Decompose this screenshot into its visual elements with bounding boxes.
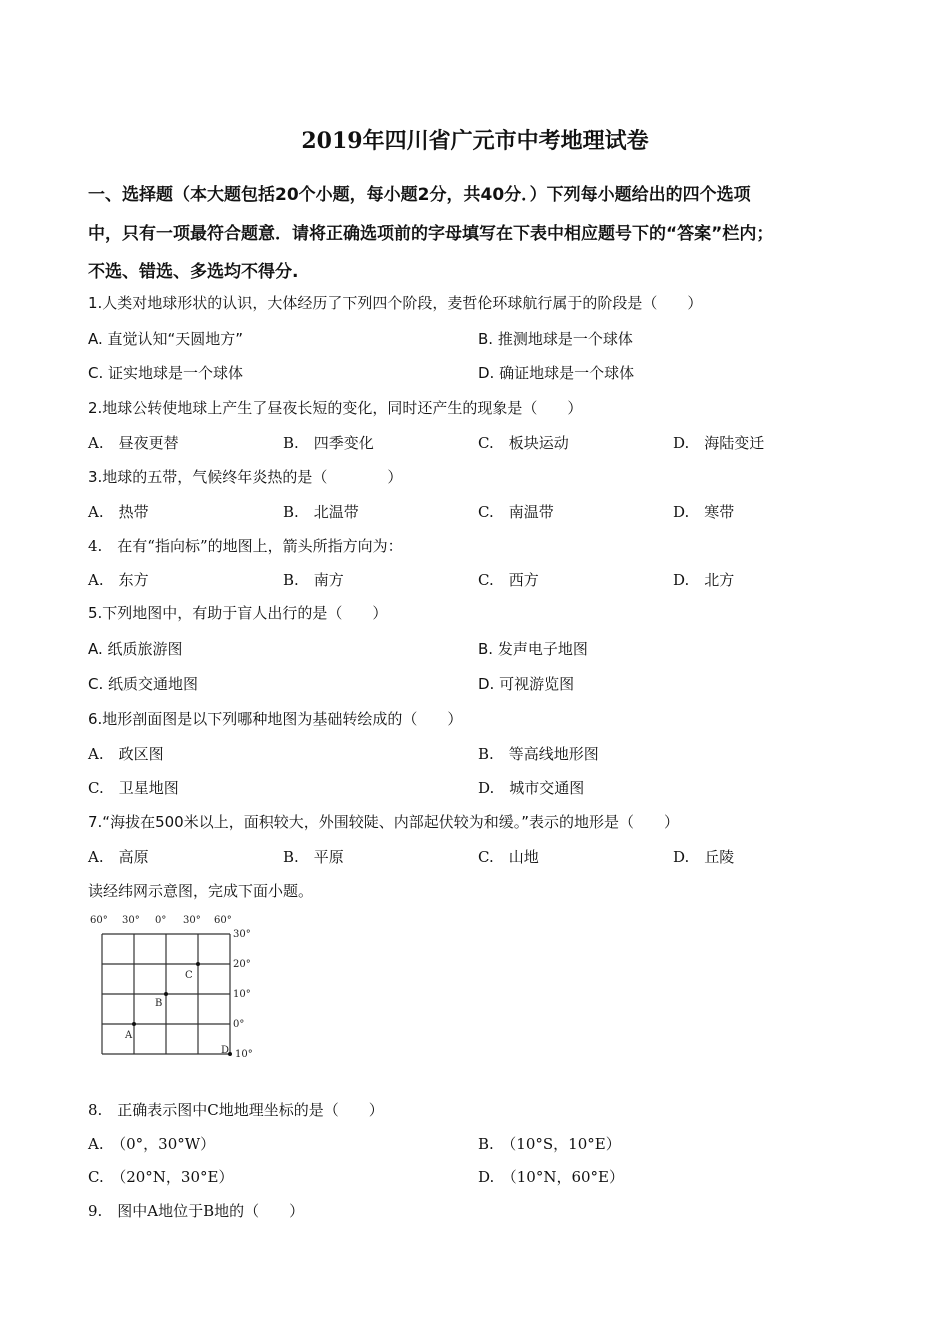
question-1-option-a: A. 直觉认知“天圆地方” xyxy=(88,330,244,348)
question-1-option-b: B. 推测地球是一个球体 xyxy=(478,330,633,348)
question-5-option-d: D. 可视游览图 xyxy=(478,675,575,693)
graticule-figure xyxy=(88,910,268,1060)
point-b-marker xyxy=(164,992,168,996)
question-6-option-b: B. 等高线地形图 xyxy=(478,745,599,763)
question-3-stem: 3.地球的五带，气候终年炎热的是（ ） xyxy=(88,468,403,486)
question-8-option-a: A. （0°，30°W） xyxy=(88,1135,216,1153)
question-7-option-c: C. 山地 xyxy=(478,848,539,866)
question-1-option-c: C. 证实地球是一个球体 xyxy=(88,364,244,382)
question-7-option-b: B. 平原 xyxy=(283,848,344,866)
question-5-option-c: C. 纸质交通地图 xyxy=(88,675,199,693)
longitude-label: 0° xyxy=(155,915,167,926)
page-title: 2019年四川省广元市中考地理试卷 xyxy=(301,128,649,154)
question-6-option-c: C. 卫星地图 xyxy=(88,779,179,797)
question-8-option-c: C. （20°N，30°E） xyxy=(88,1168,234,1186)
question-2-option-b: B. 四季变化 xyxy=(283,434,374,452)
question-7-option-d: D. 丘陵 xyxy=(673,848,735,866)
section-instructions-line-1: 一、选择题（本大题包括20个小题，每小题2分，共40分．）下列每小题给出的四个选项 xyxy=(88,185,751,205)
question-3-option-b: B. 北温带 xyxy=(283,503,359,521)
question-5-option-a: A. 纸质旅游图 xyxy=(88,640,183,658)
question-8-stem: 8. 正确表示图中C地地理坐标的是（ ） xyxy=(88,1101,384,1119)
question-9-stem: 9. 图中A地位于B地的（ ） xyxy=(88,1202,305,1220)
question-4-option-d: D. 北方 xyxy=(673,571,735,589)
question-7-stem: 7.“海拔在500米以上，面积较大，外围较陡、内部起伏较为和缓。”表示的地形是（ ） xyxy=(88,813,679,831)
question-7-option-a: A. 高原 xyxy=(88,848,149,866)
question-2-option-a: A. 昼夜更替 xyxy=(88,434,179,452)
figure-intro: 读经纬网示意图，完成下面小题。 xyxy=(88,882,314,900)
question-2-stem: 2.地球公转使地球上产生了昼夜长短的变化，同时还产生的现象是（ ） xyxy=(88,399,583,417)
point-d-label: D xyxy=(221,1045,230,1056)
longitude-label: 30° xyxy=(122,915,140,926)
latitude-label: 30° xyxy=(233,929,251,940)
question-1-option-d: D. 确证地球是一个球体 xyxy=(478,364,635,382)
question-8-option-b: B. （10°S，10°E） xyxy=(478,1135,621,1153)
point-a-marker xyxy=(132,1022,136,1026)
question-6-option-d: D. 城市交通图 xyxy=(478,779,585,797)
question-6-stem: 6.地形剖面图是以下列哪种地图为基础转绘成的（ ） xyxy=(88,710,463,728)
question-4-option-a: A. 东方 xyxy=(88,571,149,589)
point-b-label: B xyxy=(155,998,163,1009)
point-c-marker xyxy=(196,962,200,966)
question-1-stem: 1.人类对地球形状的认识，大体经历了下列四个阶段，麦哲伦环球航行属于的阶段是（ ） xyxy=(88,294,703,312)
latitude-label: 10° xyxy=(233,989,251,1000)
latitude-label: 0° xyxy=(233,1019,245,1030)
question-8-option-d: D. （10°N，60°E） xyxy=(478,1168,625,1186)
longitude-label: 60° xyxy=(214,915,232,926)
question-3-option-d: D. 寒带 xyxy=(673,503,735,521)
question-4-stem: 4. 在有“指向标”的地图上，箭头所指方向为： xyxy=(88,537,403,555)
section-instructions-line-2: 中，只有一项最符合题意．请将正确选项前的字母填写在下表中相应题号下的“答案”栏内； xyxy=(88,224,774,244)
question-5-option-b: B. 发声电子地图 xyxy=(478,640,588,658)
longitude-label: 30° xyxy=(183,915,201,926)
latitude-label: 20° xyxy=(233,959,251,970)
point-c-label: C xyxy=(185,970,193,981)
question-3-option-c: C. 南温带 xyxy=(478,503,554,521)
question-5-stem: 5.下列地图中，有助于盲人出行的是（ ） xyxy=(88,604,388,622)
longitude-label: 60° xyxy=(90,915,108,926)
question-2-option-c: C. 板块运动 xyxy=(478,434,569,452)
question-3-option-a: A. 热带 xyxy=(88,503,149,521)
question-2-option-d: D. 海陆变迁 xyxy=(673,434,765,452)
question-4-option-c: C. 西方 xyxy=(478,571,539,589)
latitude-label: 10° xyxy=(235,1049,253,1060)
question-6-option-a: A. 政区图 xyxy=(88,745,164,763)
section-instructions-line-3: 不选、错选、多选均不得分. xyxy=(88,262,299,282)
question-4-option-b: B. 南方 xyxy=(283,571,344,589)
point-a-label: A xyxy=(125,1030,133,1041)
